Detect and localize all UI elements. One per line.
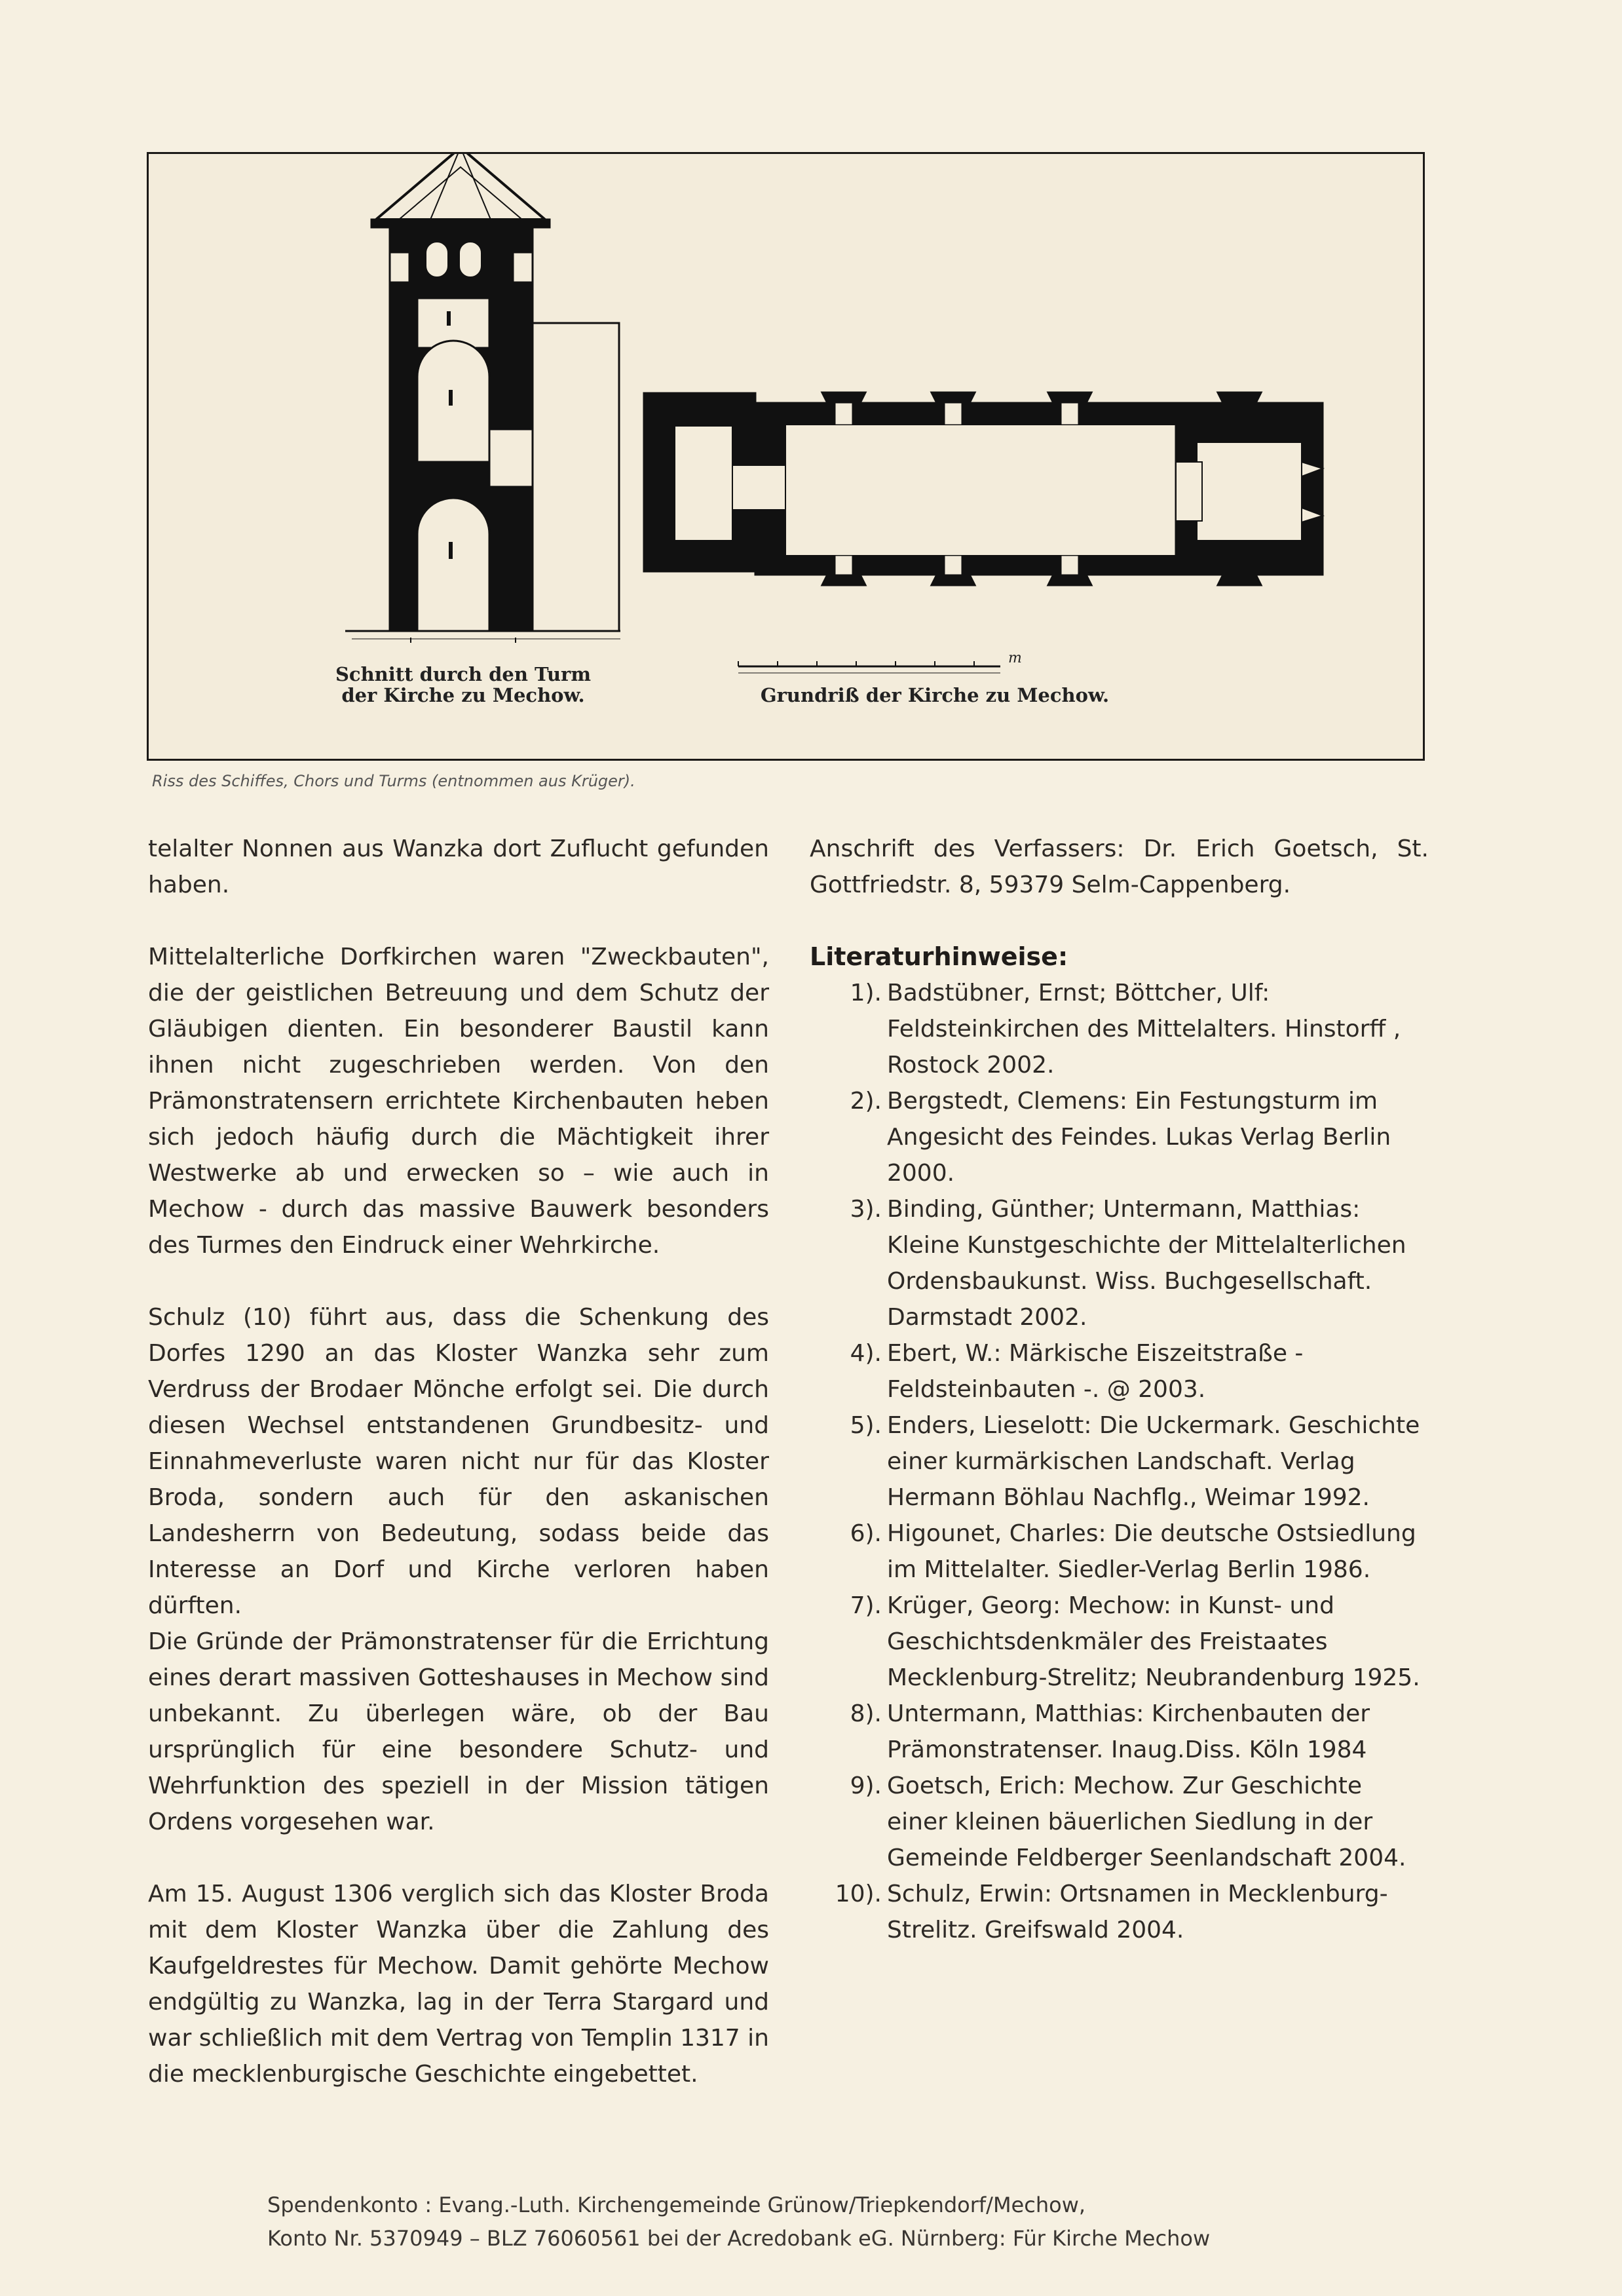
reference-number: 10).	[835, 1881, 882, 1907]
reference-text: Ebert, W.: Märkische Eiszeitstraße - Feldsteinbauten -. @ 2003.	[887, 1340, 1304, 1403]
right-text-column	[810, 831, 1429, 1948]
literature-heading: Literaturhinweise:	[810, 942, 1068, 971]
ground-plan-drawing	[644, 392, 1323, 585]
reference-number: 9).	[850, 1772, 882, 1799]
reference-number: 4).	[850, 1340, 882, 1367]
reference-number: 7).	[850, 1592, 882, 1619]
reference-text: Schulz, Erwin: Ortsnamen in Mecklenburg-Strelitz. Greifswald 2004.	[887, 1881, 1388, 1943]
paragraph: Am 15. August 1306 verglich sich das Kloster Broda mit dem Kloster Wanzka über die Zahlung des Kaufgeldrestes für Mechow. Damit gehörte Mechow endgültig zu Wanzka, lag in der Terra Stargard und war schließlich mit dem Vertrag von Templin 1317 in die mecklenburgische Geschichte eingebettet.	[148, 1881, 769, 2088]
reference-text: Enders, Lieselott: Die Uckermark. Geschichte einer kurmärkischen Landschaft. Verlag Hermann Böhlau Nachflg., Weimar 1992.	[887, 1412, 1420, 1511]
reference-item	[810, 975, 1429, 1083]
reference-list	[810, 975, 1429, 1948]
reference-text: Goetsch, Erich: Mechow. Zur Geschichte einer kleinen bäuerlichen Siedlung in der Gemeinde Feldberger Seenlandschaft 2004.	[887, 1772, 1406, 1871]
reference-item	[810, 1696, 1429, 1768]
reference-item	[810, 1191, 1429, 1335]
reference-item	[810, 1516, 1429, 1588]
paragraph: telalter Nonnen aus Wanzka dort Zuflucht gefunden haben.	[148, 835, 769, 898]
author-address: Anschrift des Verfassers: Dr. Erich Goetsch, St. Gottfriedstr. 8, 59379 Selm-Cappenberg.	[810, 835, 1429, 898]
figure-caption: Riss des Schiffes, Chors und Turms (entnommen aus Krüger).	[152, 772, 635, 790]
tower-section-drawing	[345, 154, 620, 643]
reference-text: Bergstedt, Clemens: Ein Festungsturm im Angesicht des Feindes. Lukas Verlag Berlin 2000.	[887, 1088, 1391, 1187]
paragraph: Schulz (10) führt aus, dass die Schenkung des Dorfes 1290 an das Kloster Wanzka sehr zum Verdruss der Brodaer Mönche erfolgt sei. Die durch diesen Wechsel entstandenen Grundbesitz- und Einnahmeverluste waren nicht nur für das Kloster Broda, sondern auch für den askanischen Landesherrn von Bedeutung, sodass beide das Interesse an Dorf und Kirche verloren haben dürften.	[148, 1304, 769, 1619]
reference-text: Badstübner, Ernst; Böttcher, Ulf: Feldsteinkirchen des Mittelalters. Hinstorff , Rostock 2002.	[887, 980, 1401, 1079]
paragraph: Mittelalterliche Dorfkirchen waren "Zweckbauten", die der geistlichen Betreuung und dem Schutz der Gläubigen dienten. Ein besonderer Baustil kann ihnen nicht zugeschrieben werden. Von den Prämonstratensern errichtete Kirchenbauten heben sich jedoch häufig durch die Mächtigkeit ihrer Westwerke ab und erwecken so – wie auch in Mechow - durch das massive Bauwerk besonders des Turmes den Eindruck einer Wehrkirche.	[148, 944, 769, 1259]
reference-text: Krüger, Georg: Mechow: in Kunst- und Geschichtsdenkmäler des Freistaates Mecklenburg-Strelitz; Neubrandenburg 1925.	[887, 1592, 1420, 1691]
reference-number: 2).	[850, 1088, 882, 1115]
tower-caption-line-1: Schnitt durch den Turm	[335, 663, 592, 685]
reference-number: 6).	[850, 1520, 882, 1547]
reference-item	[810, 1335, 1429, 1407]
ground-plan-caption: Grundriß der Kirche zu Mechow.	[760, 684, 1110, 706]
reference-text: Untermann, Matthias: Kirchenbauten der Prämonstratenser. Inaug.Diss. Köln 1984	[887, 1700, 1370, 1763]
reference-item	[810, 1083, 1429, 1191]
reference-text: Binding, Günther; Untermann, Matthias: Kleine Kunstgeschichte der Mittelalterlichen Ordensbaukunst. Wiss. Buchgesellschaft. Darmstadt 2002.	[887, 1196, 1406, 1331]
tower-section-caption	[326, 664, 601, 706]
footer-line-2: Konto Nr. 5370949 – BLZ 76060561 bei der Acredobank eG. Nürnberg: Für Kirche Mechow	[267, 2226, 1211, 2251]
reference-number: 8).	[850, 1700, 882, 1727]
architectural-figure	[147, 152, 1425, 761]
reference-number: 5).	[850, 1412, 882, 1439]
scale-bar	[738, 661, 1000, 673]
scale-unit-label: m	[1008, 650, 1022, 666]
footer-line-1: Spendenkonto : Evang.-Luth. Kirchengemeinde Grünow/Triepkendorf/Mechow,	[267, 2192, 1086, 2217]
reference-number: 1).	[850, 980, 882, 1006]
reference-number: 3).	[850, 1196, 882, 1223]
left-text-column	[148, 831, 769, 2128]
paragraph: Die Gründe der Prämonstratenser für die Errichtung eines derart massiven Gotteshauses in Mechow sind unbekannt. Zu überlegen wäre, ob der Bau ursprünglich für eine besondere Schutz- und Wehrfunktion des speziell in der Mission tätigen Ordens vorgesehen war.	[148, 1628, 769, 1835]
reference-item	[810, 1876, 1429, 1948]
donation-footer	[267, 2189, 1381, 2255]
reference-item	[810, 1588, 1429, 1696]
reference-item	[810, 1407, 1429, 1516]
reference-text: Higounet, Charles: Die deutsche Ostsiedlung im Mittelalter. Siedler-Verlag Berlin 1986.	[887, 1520, 1416, 1583]
reference-item	[810, 1768, 1429, 1876]
tower-caption-line-2: der Kirche zu Mechow.	[341, 684, 585, 706]
